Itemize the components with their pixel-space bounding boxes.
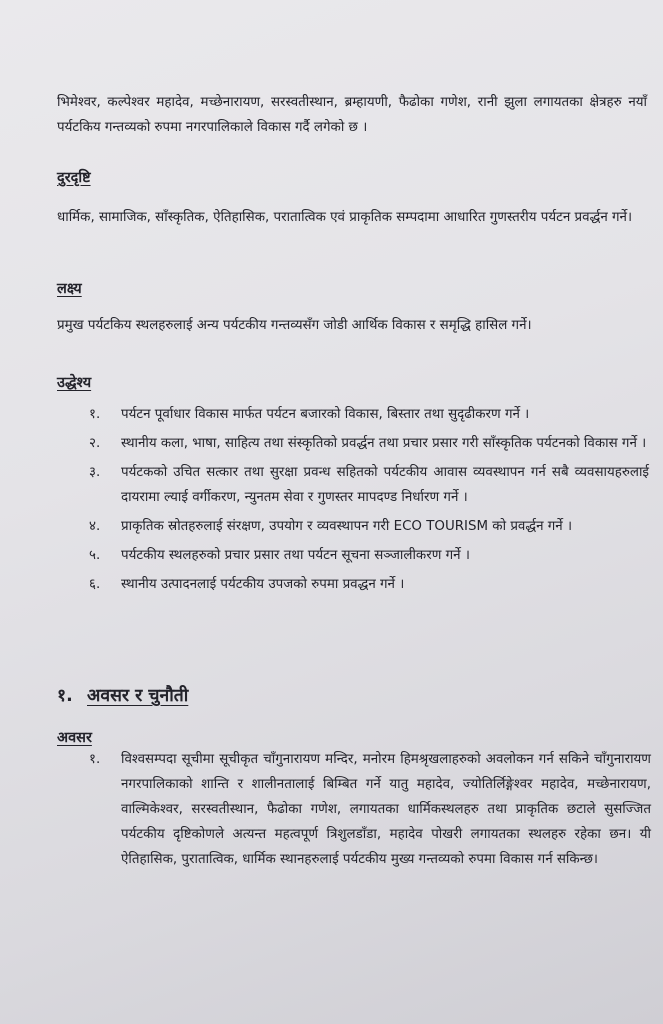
list-item <box>89 431 649 456</box>
list-item-text: पर्यटकको उचित सत्कार तथा सुरक्षा प्रवन्ध सहितको पर्यटकीय आवास व्यवस्थापन गर्न सबै व्यवसायहरुलाई दायरामा ल्याई वर्गीकरण, न्युनतम सेवा र गुणस्तर मापदण्ड निर्धारण गर्ने । <box>121 465 649 505</box>
list-item-text: पर्यटन पूर्वाधार विकास मार्फत पर्यटन बजारको विकास, बिस्तार तथा सुदृढीकरण गर्ने । <box>121 407 530 422</box>
list-item-number: ५. <box>89 548 101 563</box>
vision-heading: दुरदृष्टि <box>57 170 91 186</box>
list-item-number: १. <box>89 752 101 767</box>
objectives-list <box>89 402 649 597</box>
list-item-text: स्थानीय उत्पादनलाई पर्यटकीय उपजको रुपमा प्रवद्धन गर्ने । <box>121 577 405 592</box>
section-heading <box>57 683 188 709</box>
list-item-text: स्थानीय कला, भाषा, साहित्य तथा संस्कृतिको प्रवर्द्धन तथा प्रचार प्रसार गरी साँस्कृतिक पर्यटनको विकास गर्ने । <box>121 436 647 451</box>
opportunities-list <box>89 747 651 872</box>
list-item <box>89 543 649 568</box>
list-item <box>89 514 649 539</box>
goal-paragraph: प्रमुख पर्यटकिय स्थलहरुलाई अन्य पर्यटकीय गन्तव्यसँग जोडी आर्थिक विकास र समृद्धि हासिल गर्ने। <box>57 318 532 333</box>
list-item <box>89 572 649 597</box>
section-number: १. <box>57 686 73 706</box>
list-item <box>89 460 649 510</box>
opportunities-heading: अवसर <box>57 730 92 746</box>
goal-heading: लक्ष्य <box>57 281 82 297</box>
section-title: अवसर र चुनौती <box>87 686 189 706</box>
list-item-text: विश्वसम्पदा सूचीमा सूचीकृत चाँगुनारायण मन्दिर, मनोरम हिमश्रृखलाहरुको अवलोकन गर्न सकिने चाँगुनारायण नगरपालिकाको शान्ति र शालीनतालाई बिम्बित गर्ने यातु महादेव, ज्योतिर्लिङ्गेश्वर महादेव, मच्छेनारायण, वाल्मिकेश्वर, सरस्वतीस्थान, फैढोका गणेश, लगायतका धार्मिकस्थलहरु तथा प्राकृतिक छटाले सुसज्जित पर्यटकीय दृष्टिकोणले अत्यन्त महत्वपूर्ण त्रिशुलडाँडा, महादेव पोखरी लगायतका स्थलहरु रहेका छन। यी ऐतिहासिक, पुरातात्विक, धार्मिक स्थानहरुलाई पर्यटकीय मुख्य गन्तव्यको रुपमा विकास गर्न सकिन्छ। <box>121 752 651 867</box>
list-item-number: २. <box>89 436 101 451</box>
list-item-number: ६. <box>89 577 101 592</box>
intro-paragraph: भिमेश्वर, कल्पेश्वर महादेव, मच्छेनारायण, सरस्वतीस्थान, ब्रम्हायणी, फैढोका गणेश, रानी झुला लगायतका क्षेत्रहरु नयाँ पर्यटकिय गन्तव्यको रुपमा नगरपालिकाले विकास गर्दै लगेको छ । <box>57 95 647 135</box>
list-item-text: प्राकृतिक स्रोतहरुलाई संरक्षण, उपयोग र व्यवस्थापन गरी ECO TOURISM को प्रवर्द्धन गर्ने । <box>121 519 573 534</box>
list-item <box>89 747 651 872</box>
objectives-heading: उद्धेश्य <box>57 375 92 391</box>
list-item-number: ३. <box>89 465 101 480</box>
list-item-number: १. <box>89 407 101 422</box>
vision-paragraph: धार्मिक, सामाजिक, साँस्कृतिक, ऐतिहासिक, परातात्विक एवं प्राकृतिक सम्पदामा आधारित गुणस्तरीय पर्यटन प्रवर्द्धन गर्ने। <box>57 210 633 225</box>
list-item-number: ४. <box>89 519 101 534</box>
list-item-text: पर्यटकीय स्थलहरुको प्रचार प्रसार तथा पर्यटन सूचना सञ्जालीकरण गर्ने । <box>121 548 470 563</box>
list-item <box>89 402 649 427</box>
